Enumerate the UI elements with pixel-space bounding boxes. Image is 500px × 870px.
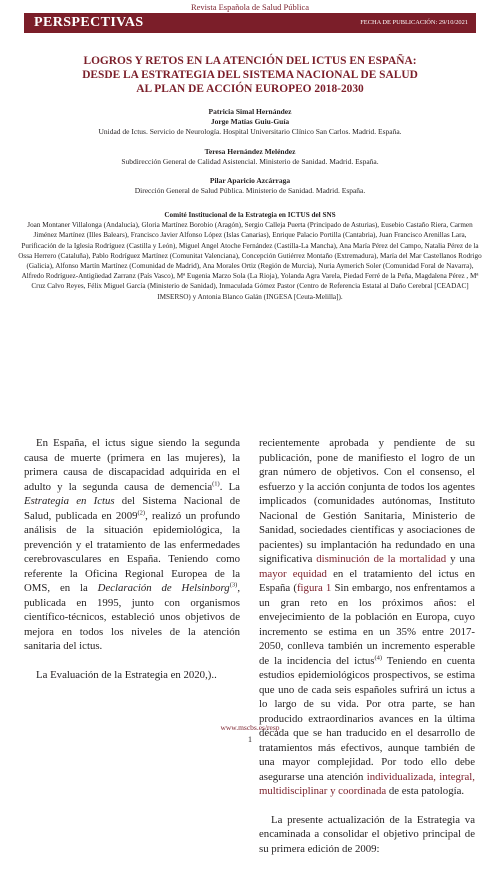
article-title (30, 54, 470, 96)
title-line-3: AL PLAN DE ACCIÓN EUROPEO 2018-2030 (136, 83, 364, 95)
highlight-mortality: disminución de la mortalidad (316, 553, 447, 565)
footer-url[interactable]: www.mscbs.es/resp (220, 723, 280, 732)
author-name: Teresa Hernández Meléndez (204, 147, 296, 156)
title-line-1: LOGROS Y RETOS EN LA ATENCIÓN DEL ICTUS EN ESPAÑA: (83, 55, 417, 67)
page-number: 1 (248, 735, 252, 744)
author-group-3 (20, 176, 480, 196)
committee-title: Comité Institucional de la Estrategia en ICTUS del SNS (164, 211, 336, 219)
author-affiliation: Unidad de Ictus. Servicio de Neurología. Hospital Universitario Clínico San Carlos. Madrid. España. (98, 127, 402, 136)
figure-link[interactable]: figura 1 (296, 582, 332, 594)
committee-block (18, 210, 482, 302)
body-paragraph-3: La presente actualización de la Estrategia va encaminada a consolidar el objetivo principal de su primera edición de 2009: (259, 813, 475, 855)
author-name: Pilar Aparicio Azcárraga (209, 176, 291, 185)
committee-members: Joan Montaner Villalonga (Andalucía), Gloria Martínez Borobio (Aragón), Sergio Calleja Puerta (Principado de Asturias), Eusebio Castaño Riera, Carmen Jiménez Martínez (Illes Balears), Francisco Javier Alfonso López (Islas Canarias), Enrique Palacio Portilla (Cantabria), Juan Francisco Arenillas Lara, Purificación de la Iglesia Rodríguez (Castilla y León), Miguel Angel Atoche Fernández (Castilla-La Mancha), Ana María Pérez del Campo, Natalia Pérez de la Ossa Herrero (Cataluña), Pablo Rodríguez Martínez (Comunitat Valenciana), Concepción Gutiérrez Montaño (Extremadura), María del Mar Castellanos Rodrigo (Galicia), Alfonso Martín Martínez (Comunidad de Madrid), Ana Morales Ortiz (Región de Murcia), Nuria Aymerich Soler (Comunidad Foral de Navarra), Alfredo Rodríguez-Antigüedad Zarranz (País Vasco), Mª Eugenia Marzo Sola (La Rioja), Yolanda Agra Varela, Piedad Ferré de la Peña, Magdalena Pérez , Mª Cruz Calvo Reyes, Félix Miguel García (Ministerio de Sanidad), Inmaculada Gómez Pastor (Centro de Referencia Estatal al Daño Cerebral [CEADAC] IMSERSO) y Antonia Blanco Galán (INGESA [Ceuta-Melilla]). (18, 221, 482, 301)
highlight-care-attributes: individualizada, integral, multidisciplinar y coordinada (259, 770, 475, 797)
author-group-2 (20, 147, 480, 167)
body-column-left (24, 436, 240, 696)
author-affiliation: Subdirección General de Calidad Asistencial. Ministerio de Sanidad. Madrid. España. (121, 157, 379, 166)
author-group-1 (20, 107, 480, 137)
section-header-bar (24, 13, 476, 33)
citation-ref[interactable]: (3) (229, 581, 238, 589)
publication-date: FECHA DE PUBLICACIÓN: 29/10/2021 (360, 19, 468, 26)
declaration-title: Declaración de Helsinborg (97, 582, 230, 594)
strategy-title: Estrategia en Ictus (24, 495, 115, 507)
author-name: Patricia Simal Hernández (208, 107, 292, 116)
author-affiliation: Dirección General de Salud Pública. Ministerio de Sanidad. Madrid. España. (134, 186, 366, 195)
author-name: Jorge Matías Guiu-Guía (210, 117, 290, 126)
body-paragraph-1: En España, el ictus sigue siendo la segunda causa de muerte (primera en las mujeres), la primera causa de discapacidad adquirida en el adulto y la segunda causa de demencia$^{(1)}$. La Estrategia en Ictus del Sistema Nacional de Salud, publicada en 2009$^{(2)}$, realizó un profundo análisis de la situación epidemiológica, la prevención y el tratamiento de las enfermedades cerebrovasculares en España. Teniendo como referente la Oficina Regional Europea de la OMS, en la Declaración de Helsinborg$^{(3)}$, publicada en 1995, junto con organismos científico-técnicos, estableció unos objetivos de mejora en todos los niveles de la atención sanitaria del ictus. (24, 437, 241, 652)
citation-ref[interactable]: (4) (374, 653, 383, 661)
citation-ref[interactable]: (2) (137, 508, 146, 516)
title-line-2: DESDE LA ESTRATEGIA DEL SISTEMA NACIONAL DE SALUD (82, 69, 418, 81)
highlight-equity: mayor equidad (259, 567, 327, 580)
section-label: PERSPECTIVAS (34, 15, 144, 30)
citation-ref[interactable]: (1) (212, 479, 220, 487)
journal-name: Revista Española de Salud Pública (190, 2, 310, 12)
body-paragraph-2: La Evaluación de la Estrategia en 2020,).. (36, 668, 217, 681)
body-paragraph-2-continued: recientemente aprobada y pendiente de su publicación, pone de manifiesto el logro de un gran número de objetivos. Con el consenso, el esfuerzo y la acción conjunta de todos los agentes implicados (comunidades autónomas, Instituto Nacional de Gestión Sanitaria, Ministerio de Sanidad, sociedades científicas y asociaciones de pacientes) su implantación ha redundado en una significativa disminución de la mortalidad y una mayor equidad en el tratamiento del ictus en España (figura 1 Sin embargo, nos enfrentamos a un gran reto en los próximos años: el envejecimiento de la población en Europa, cuyo incremento se estima en un 35% entre 2017-2050, conlleva también un incremento esperable de la incidencia del ictus$^{(4)}$ Teniendo en cuenta estudios epidemiológicos prospectivos, se estima que uno de cada seis españoles sufrirá un ictus a lo largo de su vida. Por otra parte, se han producido extraordinarios avances en la última década que se han traducido en el desarrollo de tratamientos más efectivos, aunque también de una mayor complejidad. Por todo ello debe asegurarse una atención individualizada, integral, multidisciplinar y coordinada de esta patología. (259, 437, 475, 797)
body-column-right (259, 436, 475, 870)
